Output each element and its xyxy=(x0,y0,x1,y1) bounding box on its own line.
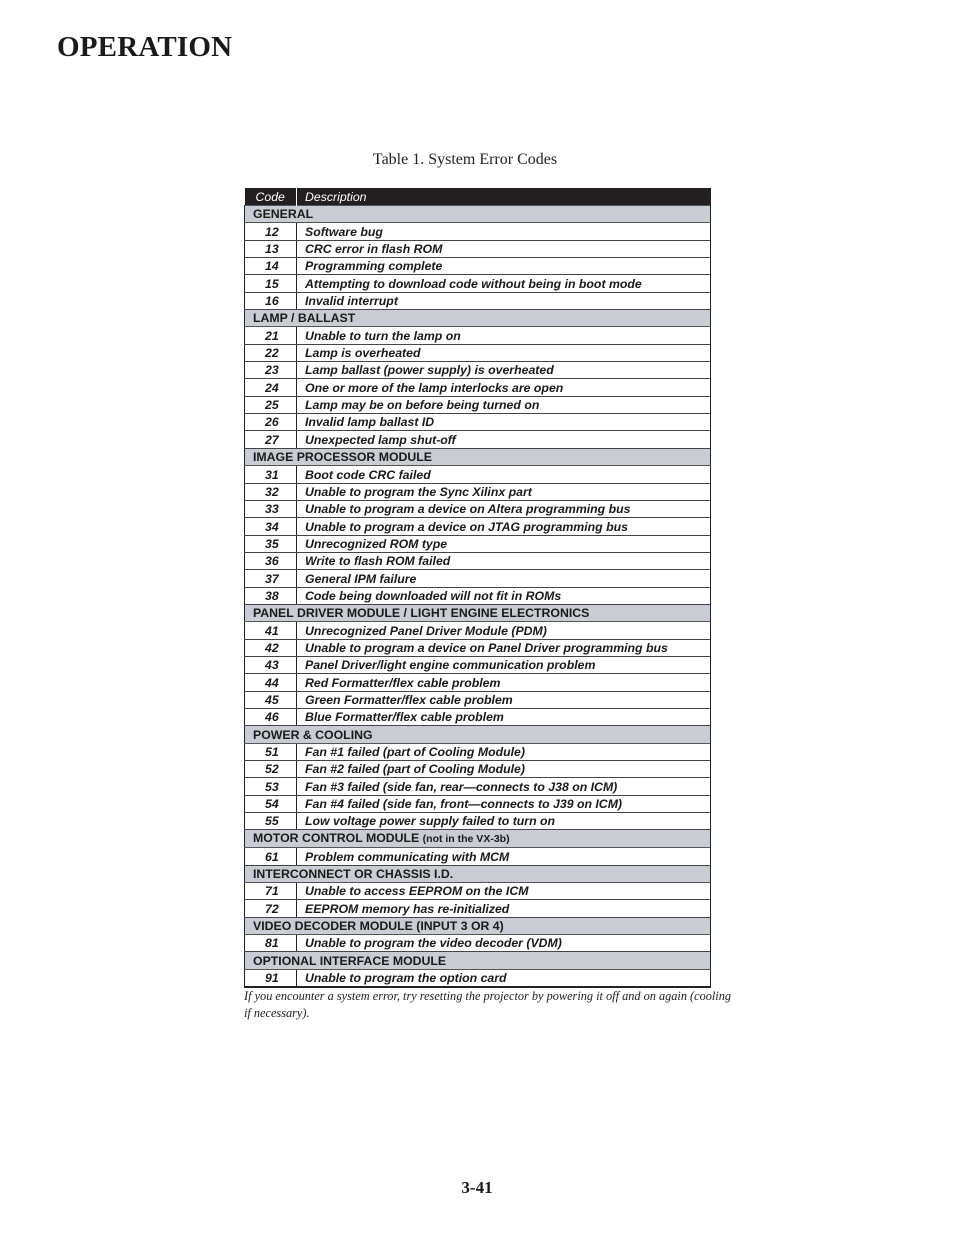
error-code: 42 xyxy=(245,639,297,656)
table-row xyxy=(245,552,711,569)
error-description: Software bug xyxy=(297,223,711,240)
error-description: Unable to program a device on JTAG programming bus xyxy=(297,518,711,535)
error-code: 36 xyxy=(245,552,297,569)
table-row xyxy=(245,344,711,361)
error-code: 71 xyxy=(245,883,297,900)
table-body xyxy=(245,206,711,987)
table-row xyxy=(245,518,711,535)
footnote: If you encounter a system error, try resetting the projector by powering it off and on again (cooling if necessary). xyxy=(244,989,732,1020)
error-description: Red Formatter/flex cable problem xyxy=(297,674,711,691)
error-code: 46 xyxy=(245,708,297,725)
section-header-row xyxy=(245,206,711,223)
table-row xyxy=(245,639,711,656)
table-row xyxy=(245,570,711,587)
error-code: 22 xyxy=(245,344,297,361)
error-description: Invalid interrupt xyxy=(297,292,711,309)
error-description: Write to flash ROM failed xyxy=(297,552,711,569)
error-description: Attempting to download code without being in boot mode xyxy=(297,275,711,292)
table-row xyxy=(245,275,711,292)
error-code: 35 xyxy=(245,535,297,552)
error-code: 32 xyxy=(245,483,297,500)
error-code: 25 xyxy=(245,396,297,413)
error-code: 38 xyxy=(245,587,297,604)
section-title-text: LAMP / BALLAST xyxy=(253,311,356,326)
table-row xyxy=(245,240,711,257)
table-row xyxy=(245,258,711,275)
error-code: 24 xyxy=(245,379,297,396)
error-codes-table xyxy=(244,188,711,988)
error-code: 26 xyxy=(245,414,297,431)
section-header-row xyxy=(245,917,711,934)
error-description: Low voltage power supply failed to turn on xyxy=(297,813,711,830)
section-title-text: GENERAL xyxy=(253,207,314,222)
error-code: 33 xyxy=(245,500,297,517)
error-description: Invalid lamp ballast ID xyxy=(297,414,711,431)
error-code: 14 xyxy=(245,258,297,275)
error-description: Unexpected lamp shut-off xyxy=(297,431,711,448)
section-title-text: OPTIONAL INTERFACE MODULE xyxy=(253,953,447,968)
table-row xyxy=(245,292,711,309)
error-description: Unrecognized Panel Driver Module (PDM) xyxy=(297,622,711,639)
table-row xyxy=(245,656,711,673)
table-row xyxy=(245,466,711,483)
error-code: 16 xyxy=(245,292,297,309)
table-caption: Table 1. System Error Codes xyxy=(372,151,558,168)
error-description: Panel Driver/light engine communication problem xyxy=(297,656,711,673)
section-title-text: MOTOR CONTROL MODULE xyxy=(253,831,420,846)
error-code: 37 xyxy=(245,570,297,587)
table-row xyxy=(245,813,711,830)
error-description: Lamp is overheated xyxy=(297,344,711,361)
table-row xyxy=(245,778,711,795)
error-description: Unable to program a device on Altera programming bus xyxy=(297,500,711,517)
error-description: Code being downloaded will not fit in ROMs xyxy=(297,587,711,604)
error-description: Fan #2 failed (part of Cooling Module) xyxy=(297,761,711,778)
error-description: Unable to program the option card xyxy=(297,969,711,987)
error-description: One or more of the lamp interlocks are open xyxy=(297,379,711,396)
error-code: 91 xyxy=(245,969,297,987)
table-row xyxy=(245,535,711,552)
table-row xyxy=(245,674,711,691)
table-row xyxy=(245,883,711,900)
error-code: 41 xyxy=(245,622,297,639)
error-code: 23 xyxy=(245,362,297,379)
table-row xyxy=(245,691,711,708)
section-title xyxy=(245,952,711,969)
section-header-row xyxy=(245,952,711,969)
section-header-row xyxy=(245,726,711,743)
error-description: Unable to program a device on Panel Driver programming bus xyxy=(297,639,711,656)
table-row xyxy=(245,622,711,639)
table-row xyxy=(245,795,711,812)
page-number: 3-41 xyxy=(461,1178,493,1197)
table-row xyxy=(245,431,711,448)
error-code: 34 xyxy=(245,518,297,535)
section-title-text: VIDEO DECODER MODULE (INPUT 3 OR 4) xyxy=(253,919,504,934)
table-row xyxy=(245,414,711,431)
section-title xyxy=(245,917,711,934)
table-row xyxy=(245,848,711,865)
table-row xyxy=(245,500,711,517)
section-header-row xyxy=(245,448,711,465)
error-code: 53 xyxy=(245,778,297,795)
error-description: Lamp ballast (power supply) is overheated xyxy=(297,362,711,379)
error-description: CRC error in flash ROM xyxy=(297,240,711,257)
error-code: 72 xyxy=(245,900,297,917)
table-row xyxy=(245,362,711,379)
error-description: EEPROM memory has re-initialized xyxy=(297,900,711,917)
section-header-row xyxy=(245,310,711,327)
section-title xyxy=(245,206,711,223)
error-description: Fan #4 failed (side fan, front—connects to J39 on ICM) xyxy=(297,795,711,812)
section-title-text: IMAGE PROCESSOR MODULE xyxy=(253,450,433,465)
error-code: 15 xyxy=(245,275,297,292)
error-code: 52 xyxy=(245,761,297,778)
error-code: 31 xyxy=(245,466,297,483)
table-row xyxy=(245,761,711,778)
error-description: Unable to program the Sync Xilinx part xyxy=(297,483,711,500)
table-row xyxy=(245,223,711,240)
table-row xyxy=(245,743,711,760)
section-header-row xyxy=(245,830,711,848)
table-header-row xyxy=(245,188,711,206)
table-row xyxy=(245,379,711,396)
error-code: 51 xyxy=(245,743,297,760)
table-row xyxy=(245,396,711,413)
error-description: Unable to turn the lamp on xyxy=(297,327,711,344)
page-title: OPERATION xyxy=(57,31,233,63)
description-column-header: Description xyxy=(297,188,711,206)
error-code: 43 xyxy=(245,656,297,673)
error-code: 12 xyxy=(245,223,297,240)
error-code: 55 xyxy=(245,813,297,830)
table-row xyxy=(245,587,711,604)
section-title xyxy=(245,830,711,848)
error-description: Green Formatter/flex cable problem xyxy=(297,691,711,708)
error-code: 54 xyxy=(245,795,297,812)
table-row xyxy=(245,483,711,500)
error-description: Unable to program the video decoder (VDM) xyxy=(297,935,711,952)
table-row xyxy=(245,900,711,917)
error-code: 45 xyxy=(245,691,297,708)
table-row xyxy=(245,327,711,344)
error-description: Unrecognized ROM type xyxy=(297,535,711,552)
error-code: 81 xyxy=(245,935,297,952)
error-description: Lamp may be on before being turned on xyxy=(297,396,711,413)
section-title xyxy=(245,865,711,882)
error-description: Fan #3 failed (side fan, rear—connects to J38 on ICM) xyxy=(297,778,711,795)
section-header-row xyxy=(245,604,711,621)
section-title-text: INTERCONNECT OR CHASSIS I.D. xyxy=(253,867,454,882)
section-title xyxy=(245,726,711,743)
table-row xyxy=(245,935,711,952)
error-description: General IPM failure xyxy=(297,570,711,587)
error-code: 27 xyxy=(245,431,297,448)
section-title-text: POWER & COOLING xyxy=(253,727,373,742)
section-title xyxy=(245,448,711,465)
table-row xyxy=(245,708,711,725)
error-code: 61 xyxy=(245,848,297,865)
error-code: 44 xyxy=(245,674,297,691)
error-description: Boot code CRC failed xyxy=(297,466,711,483)
section-title xyxy=(245,604,711,621)
error-description: Blue Formatter/flex cable problem xyxy=(297,708,711,725)
table-row xyxy=(245,969,711,987)
code-column-header: Code xyxy=(245,188,297,206)
error-code: 21 xyxy=(245,327,297,344)
error-description: Programming complete xyxy=(297,258,711,275)
section-title xyxy=(245,310,711,327)
error-code: 13 xyxy=(245,240,297,257)
section-subtitle: (not in the VX-3b) xyxy=(422,833,510,846)
section-title-text: PANEL DRIVER MODULE / LIGHT ENGINE ELECTRONICS xyxy=(253,606,590,621)
section-header-row xyxy=(245,865,711,882)
error-description: Fan #1 failed (part of Cooling Module) xyxy=(297,743,711,760)
error-description: Problem communicating with MCM xyxy=(297,848,711,865)
error-description: Unable to access EEPROM on the ICM xyxy=(297,883,711,900)
